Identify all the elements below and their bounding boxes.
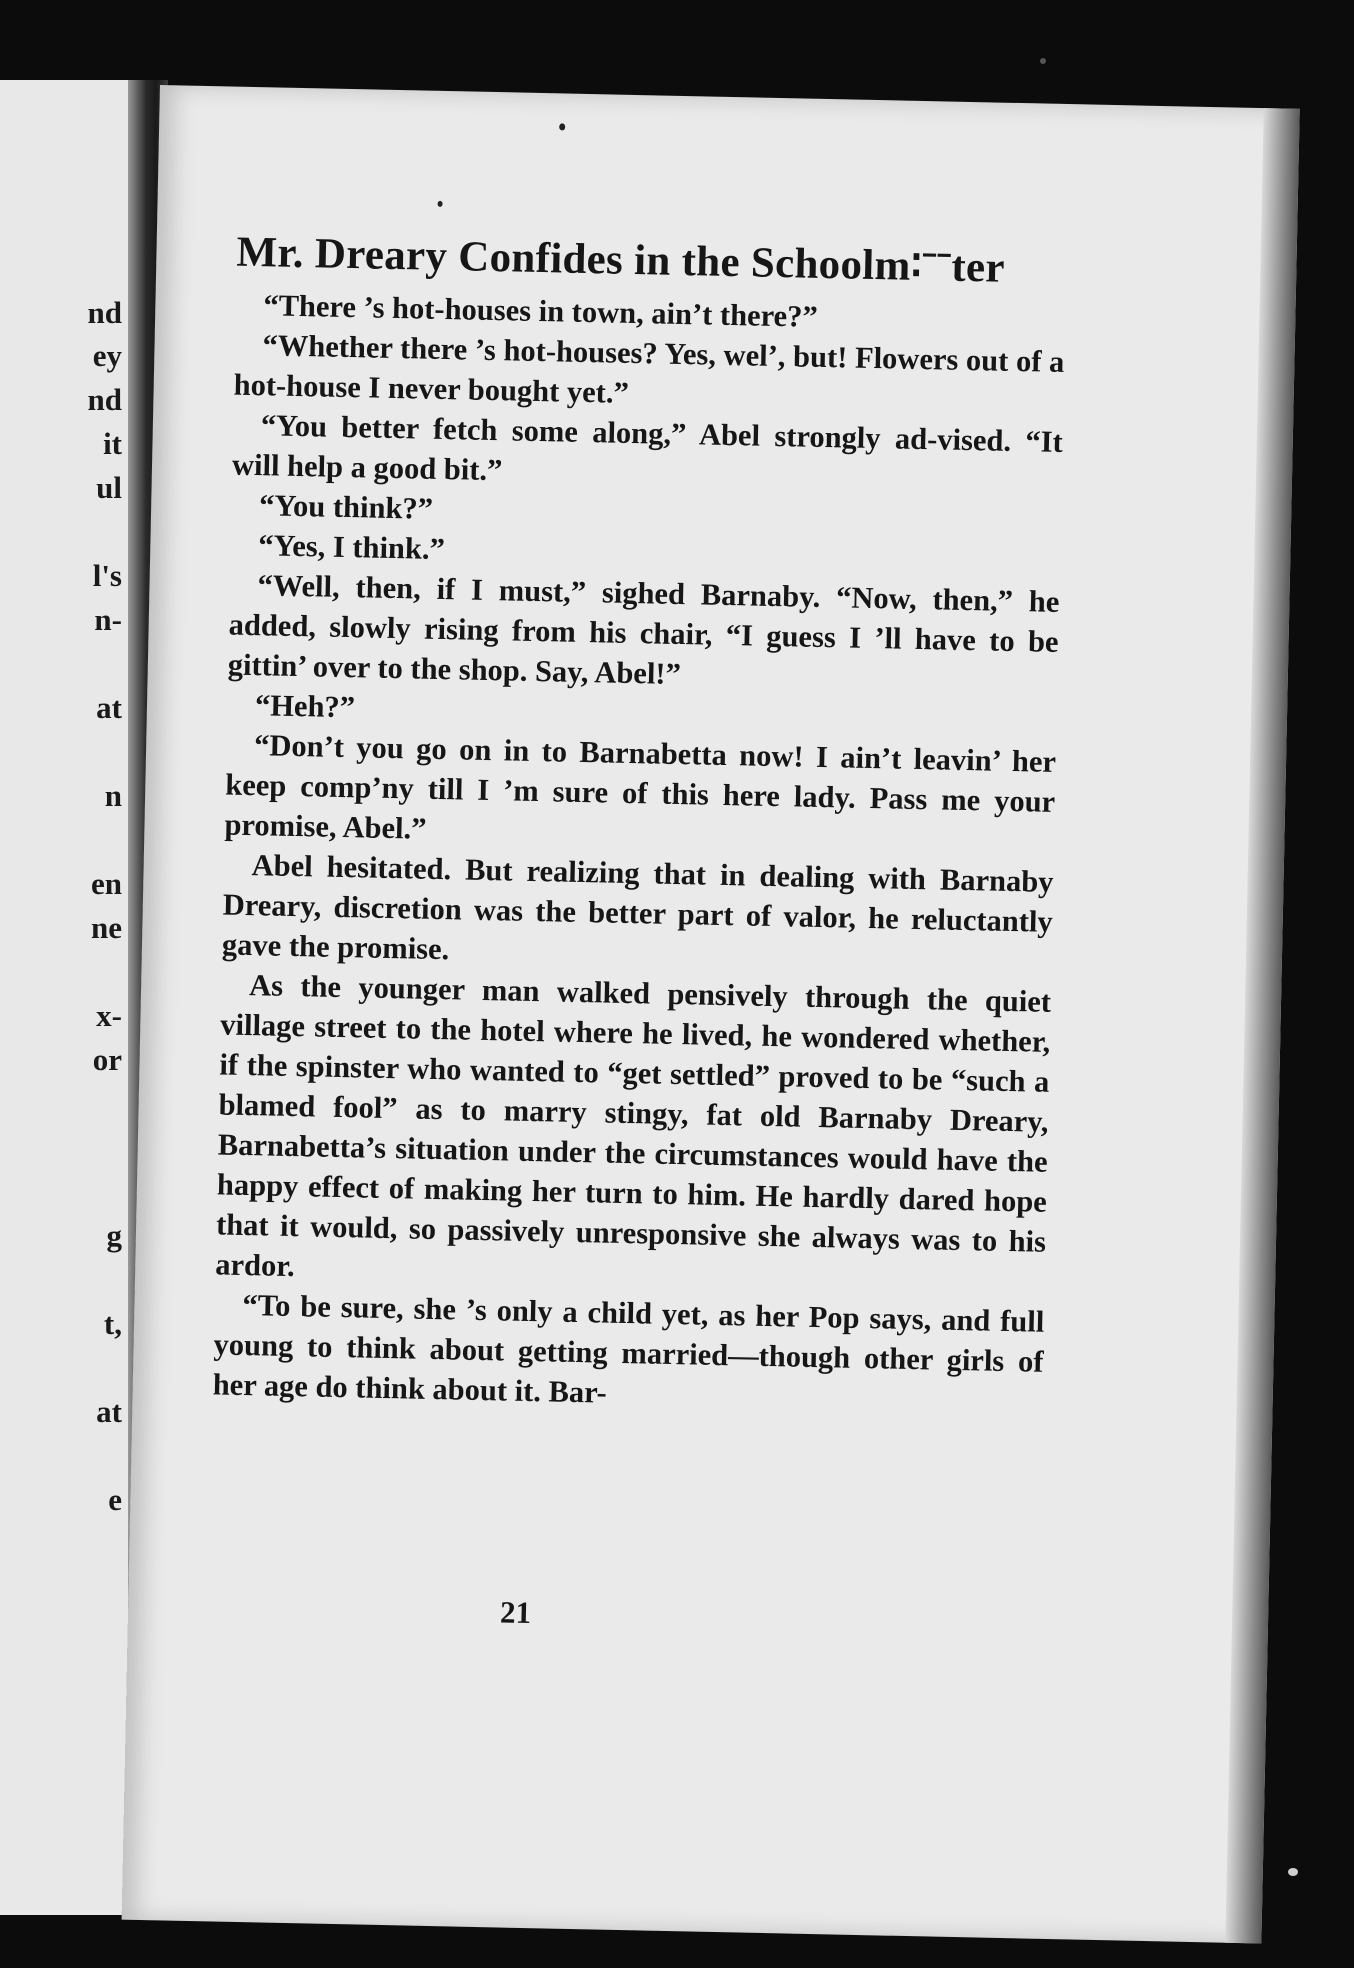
paragraph: “There ’s hot-houses in town, ain’t there?” (263, 288, 819, 334)
left-fragment: nd (87, 295, 122, 330)
paragraph: “Yes, I think.” (258, 528, 446, 567)
page-text (212, 227, 1066, 1422)
paragraph: “Whether there ’s hot-houses? Yes, wel’, but! Flowers out of a hot-house I never bought yet.” (233, 328, 1065, 410)
left-fragment: t, (103, 1306, 122, 1341)
left-fragment: nd (87, 382, 122, 417)
paragraph: “Don’t you go on in to Barnabetta now! I ain’t leavin’ her keep comp’ny till I ’m sure of this here lady. Pass me your promise, Abel.” (224, 728, 1057, 846)
dust-speck (559, 123, 565, 130)
left-fragment: x- (96, 998, 122, 1033)
paragraph: Abel hesitated. But realizing that in dealing with Barnaby Dreary, discretion was the better part of valor, he reluctantly gave the promise. (221, 848, 1054, 967)
paragraph: “Heh?” (254, 688, 356, 725)
left-fragment: ey (92, 338, 122, 373)
dust-speck (1288, 1868, 1298, 1876)
left-fragment: ne (91, 910, 122, 945)
page-edge-shadow (1225, 108, 1299, 1943)
paragraph: “Well, then, if I must,” sighed Barnaby. “Now, then,” he added, slowly rising from his chair, “I guess I ’ll have to be gittin’ over to the shop. Say, Abel!” (227, 568, 1060, 692)
dust-speck (1040, 58, 1046, 64)
paragraph: “You better fetch some along,” Abel strongly ad-vised. “It will help a good bit.” (231, 408, 1064, 488)
left-fragment: it (103, 426, 122, 461)
left-fragment: l's (92, 558, 122, 593)
left-fragment: at (96, 1394, 122, 1429)
left-fragment: ul (96, 470, 122, 505)
left-fragment: n (104, 778, 122, 813)
paragraph: “To be sure, she ’s only a child yet, as her Pop says, and full young to think about getting married—though other girls of her age do think about it. Bar- (212, 1287, 1045, 1410)
left-page-text-fragments (2, 80, 122, 1915)
page-number: 21 (499, 1594, 532, 1631)
left-fragment: en (91, 866, 122, 901)
dust-speck (438, 201, 443, 207)
paragraph: “You think?” (258, 488, 434, 526)
left-fragment: n- (94, 602, 122, 637)
left-facing-page (0, 80, 128, 1915)
running-head: Mr. Dreary Confides in the Schoolm∶ˉˉter (236, 228, 1006, 292)
left-fragment: at (96, 690, 122, 725)
left-fragment: g (106, 1218, 122, 1253)
paragraph: As the younger man walked pensively through the quiet village street to the hotel where he lived, he wondered whether, if the spinster who wanted to “get settled” proved to be “such a blamed fool” as to marry stingy, fat old Barnaby Dreary, Barnabetta’s situation under the circumstances would have the happy effect of making her turn to him. He hardly dared hope that it would, so passively unresponsive she always was to his ardor. (214, 968, 1052, 1284)
book-page (122, 85, 1300, 1943)
left-fragment: or (92, 1042, 122, 1077)
left-fragment: e (108, 1482, 122, 1517)
